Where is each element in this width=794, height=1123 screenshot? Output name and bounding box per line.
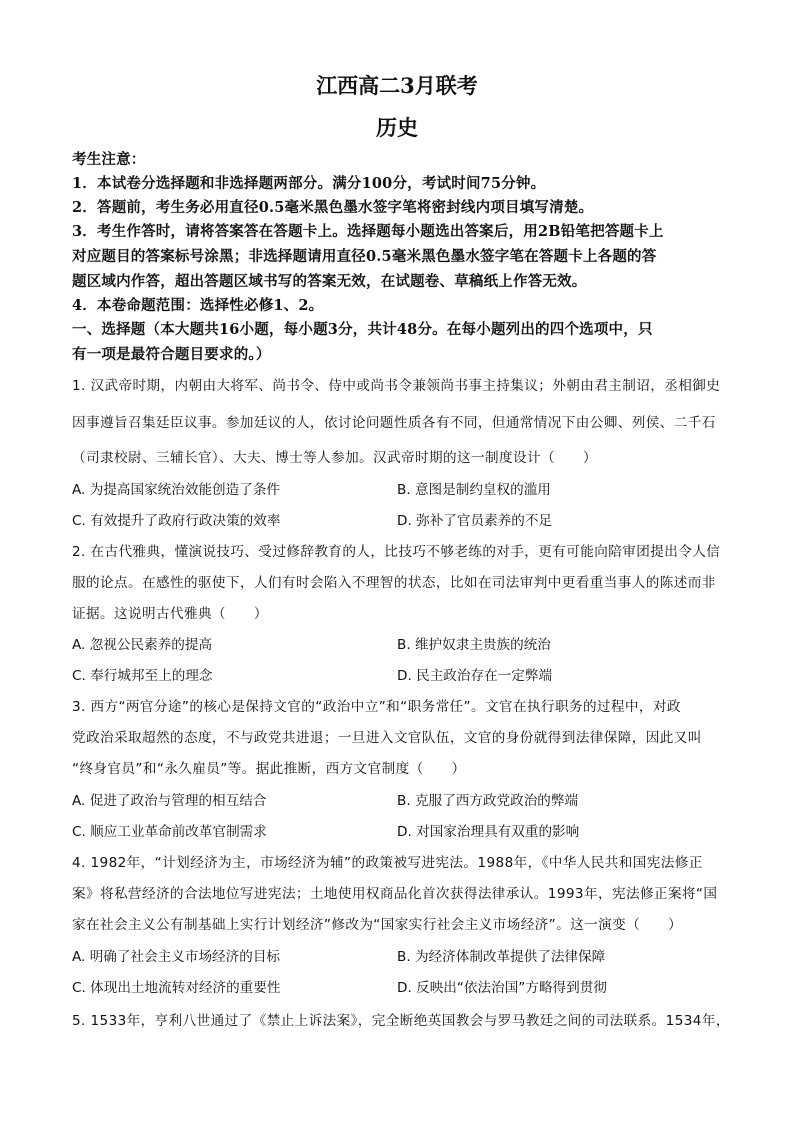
question-1-text: （司隶校尉、三辅长官）、大夫、博士等人参加。汉武帝时期的这一制度设计（ ）	[72, 450, 597, 466]
question-2-text: 2. 在古代雅典，懂演说技巧、受过修辞教育的人，比技巧不够老练的对手，更有可能向陪审团提出令人信	[72, 544, 721, 560]
question-3-text: 3. 西方“两官分途”的核心是保持文官的“政治中立”和“职务常任”。文官在执行职务的过程中，对政	[72, 699, 681, 715]
question-4-option-a: A. 明确了社会主义市场经济的目标	[72, 949, 281, 965]
question-2-option-b: B. 维护奴隶主贵族的统治	[397, 637, 551, 653]
question-3-option-d: D. 对国家治理具有双重的影响	[397, 824, 580, 840]
question-2-text: 证据。这说明古代雅典（ ）	[72, 606, 268, 622]
question-3-option-b: B. 克服了西方政党政治的弊端	[397, 793, 579, 809]
exam-title: 江西高二3月联考	[316, 73, 478, 98]
question-3-option-a: A. 促进了政治与管理的相互结合	[72, 793, 267, 809]
notice-line: 2．答题前，考生务必用直径0.5毫米黑色墨水签字笔将密封线内项目填写清楚。	[72, 199, 594, 216]
question-4-option-d: D. 反映出“依法治国”方略得到贯彻	[397, 980, 607, 996]
question-2-option-d: D. 民主政治存在一定弊端	[397, 668, 553, 684]
subject-title: 历史	[376, 115, 418, 140]
section-heading: 有一项是最符合题目要求的。）	[72, 346, 271, 363]
question-2-option-a: A. 忽视公民素养的提高	[72, 637, 213, 653]
notice-line: 3．考生作答时，请将答案答在答题卡上。选择题每小题选出答案后，用2B铅笔把答题卡上	[72, 223, 664, 240]
question-4-option-c: C. 体现出土地流转对经济的重要性	[72, 980, 281, 996]
question-1-text: 1. 汉武帝时期，内朝由大将军、尚书令、侍中或尚书令兼领尚书事主持集议；外朝由君主制诏，丞相御史	[72, 378, 721, 394]
question-4-option-b: B. 为经济体制改革提供了法律保障	[397, 949, 606, 965]
notice-line: 1．本试卷分选择题和非选择题两部分。满分100分，考试时间75分钟。	[72, 175, 546, 192]
notice-line: 对应题目的答案标号涂黑；非选择题请用直径0.5毫米黑色墨水签字笔在答题卡上各题的答	[72, 248, 657, 265]
question-1-option-a: A. 为提高国家统治效能创造了条件	[72, 482, 281, 498]
notice-line: 题区域内作答，超出答题区域书写的答案无效，在试题卷、草稿纸上作答无效。	[72, 273, 587, 290]
question-2-option-c: C. 奉行城邦至上的理念	[72, 668, 213, 684]
question-3-option-c: C. 顺应工业革命前改革官制需求	[72, 824, 267, 840]
question-3-text: “终身官员”和“永久雇员”等。据此推断，西方文官制度（ ）	[72, 761, 466, 777]
question-4-text: 家在社会主义公有制基础上实行计划经济”修改为“国家实行社会主义市场经济”。这一演变（ ）	[72, 917, 683, 933]
question-3-text: 党政治采取超然的态度，不与政党共进退；一旦进入文官队伍，文官的身份就得到法律保障，因此又叫	[72, 730, 702, 746]
question-2-text: 服的论点。在感性的驱使下，人们有时会陷入不理智的状态，比如在司法审判中更看重当事人的陈述而非	[72, 575, 716, 591]
question-4-text: 4. 1982年，“计划经济为主，市场经济为辅”的政策被写进宪法。1988年，《中华人民共和国宪法修正	[72, 855, 703, 871]
question-5-text: 5. 1533年，亨利八世通过了《禁止上诉法案》，完全断绝英国教会与罗马教廷之间的司法联系。1534年，	[72, 1013, 730, 1029]
question-1-option-b: B. 意图是制约皇权的滥用	[397, 482, 551, 498]
question-1-text: 因事遵旨召集廷臣议事。参加廷议的人，依讨论问题性质各有不同，但通常情况下由公卿、列侯、二千石	[72, 415, 716, 431]
notice-line: 4．本卷命题范围：选择性必修1、2。	[72, 297, 324, 314]
question-1-option-d: D. 弥补了官员素养的不足	[397, 513, 553, 529]
notice-heading: 考生注意：	[72, 151, 146, 168]
section-heading: 一、选择题（本大题共16小题，每小题3分，共计48分。在每小题列出的四个选项中，只	[72, 321, 653, 338]
question-4-text: 案》将私营经济的合法地位写进宪法；土地使用权商品化首次获得法律承认。1993年，宪法修正案将“国	[72, 886, 718, 902]
question-1-option-c: C. 有效提升了政府行政决策的效率	[72, 513, 281, 529]
